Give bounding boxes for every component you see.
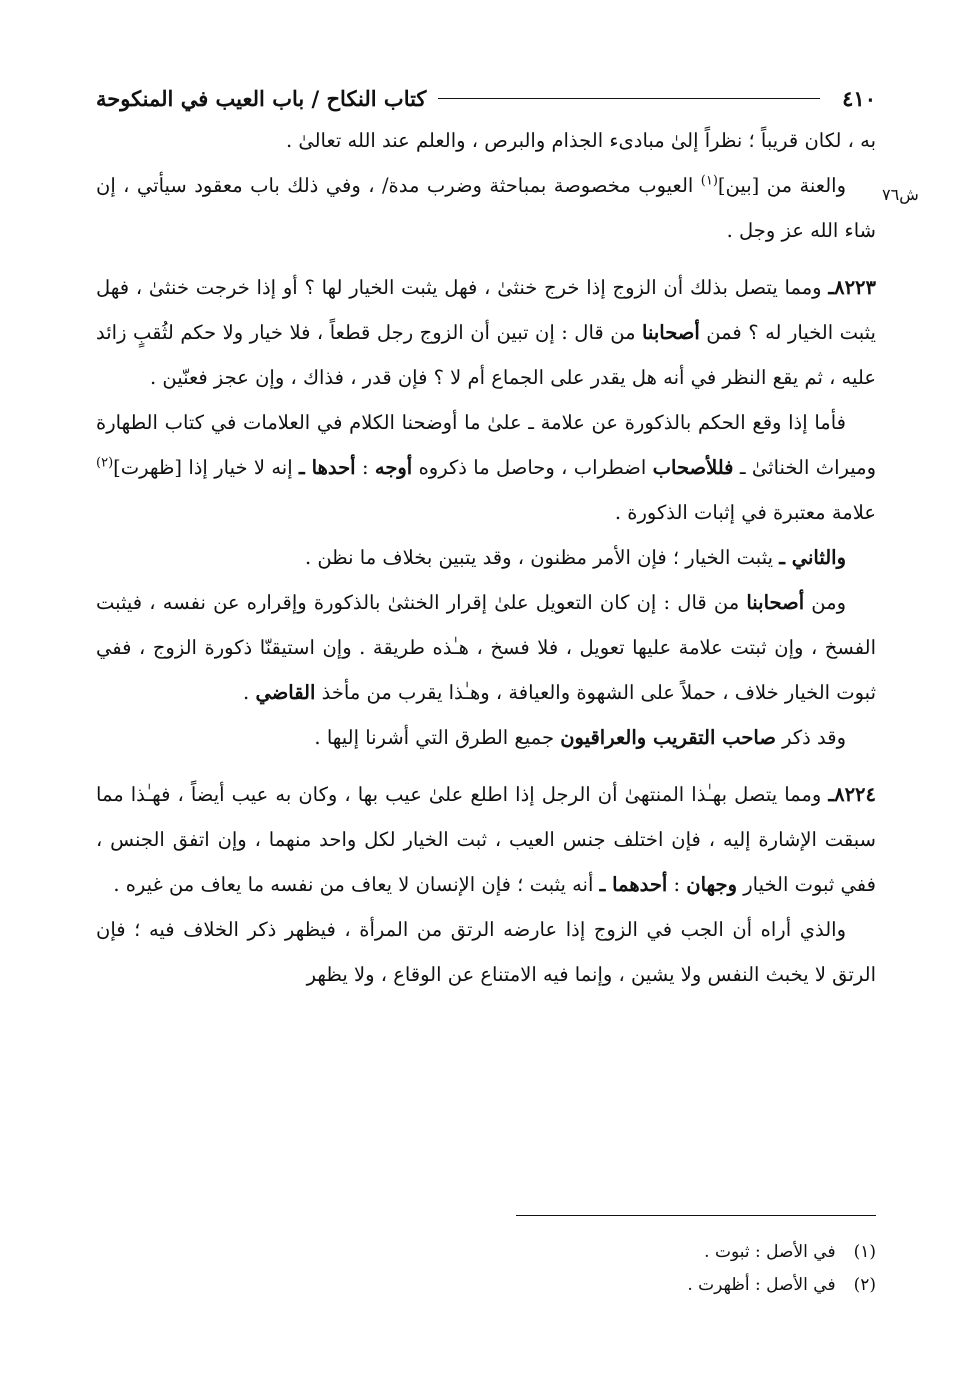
section-number: ٨٢٢٤ـ: [828, 783, 876, 806]
section-number: ٨٢٢٣ـ: [828, 276, 876, 299]
book-page: [96, 78, 876, 997]
running-title: كتاب النكاح / باب العيب في المنكوحة: [96, 85, 427, 111]
paragraph-signs: فأما إذا وقع الحكم بالذكورة عن علامة ـ علىٰ ما أوضحنا الكلام في العلامات في كتاب الطهارة وميراث الخناثىٰ ـ فللأصحاب اضطراب ، وحاصل ما ذكروه أوجه : أحدها ـ إنه لا خيار إذا [ظهرت]$^{(٢)}$ علامة معتبرة في إثبات الذكورة .: [96, 411, 877, 524]
paragraph-second-view: والثاني ـ يثبت الخيار ؛ فإن الأمر مظنون ، وقد يتبين بخلاف ما نظن .: [304, 546, 846, 569]
paragraph-continuation: به ، لكان قريباً ؛ نظراً إلىٰ مبادىء الجذام والبرص ، والعلم عند الله تعالىٰ .: [285, 129, 876, 152]
paragraph-companions: ومن أصحابنا من قال : إن كان التعويل علىٰ إقرار الخنثىٰ بالذكورة وإقراره عن نفسه ، فيثبت الفسخ ، وإن ثبتت علامة عليها تعويل ، فلا فسخ ، هـٰذه طريقة . وإن استيقنّا ذكورة الزوج ، ففي ثبوت الخيار خلاف ، حملاً على الشهوة والعيافة ، وهـٰذا يقرب من مأخذ القاضي .: [96, 591, 876, 704]
paragraph-opinion: والذي أراه أن الجب في الزوج إذا عارضه الرتق من المرأة ، فيظهر ذكر الخلاف فيه ؛ فإن الرتق لا يخبث النفس ولا يشين ، وإنما فيه الامتناع عن الوقاع ، ولا يظهر: [96, 918, 876, 986]
paragraph-8223: ٨٢٢٣ـ ومما يتصل بذلك أن الزوج إذا خرج خنثىٰ ، فهل يثبت الخيار لها ؟ أو إذا خرجت خنثىٰ ، فهل يثبت الخيار له ؟ فمن أصحابنا من قال : إن تبين أن الزوج رجل قطعاً ، فلا خيار ولا حكم لثُقبٍ زائد عليه ، ثم يقع النظر في أنه هل يقدر على الجماع أم لا ؟ فإن قدر ، فذاك ، وإن عجز فعنّين .: [96, 276, 876, 389]
paragraph-8224: ٨٢٢٤ـ ومما يتصل بهـٰذا المنتهىٰ أن الرجل إذا اطلع علىٰ عيب بها ، وكان به عيب أيضاً ، فهـٰذا مما سبقت الإشارة إليه ، فإن اختلف جنس العيب ، ثبت الخيار لكل واحد منهما ، وإن اتفق الجنس ، ففي ثبوت الخيار وجهان : أحدهما ـ أنه يثبت ؛ فإن الإنسان لا يعاف من نفسه ما يعاف من غيره .: [96, 783, 876, 896]
body-text: [96, 118, 876, 997]
footnote-1: (١)في الأصل : ثبوت .: [704, 1242, 876, 1262]
running-header: [96, 78, 876, 118]
paragraph-impotence: والعنة من [بين]$^{(١)}$ العيوب مخصوصة بمباحثة وضرب مدة/ ، وفي ذلك باب معقود سيأتي ، إن شاء الله عز وجل .: [96, 173, 876, 242]
header-rule: [438, 98, 820, 99]
footnotes: [687, 1236, 876, 1302]
footnote-separator: [516, 1215, 876, 1216]
paragraph-mentioned: وقد ذكر صاحب التقريب والعراقيون جميع الطرق التي أشرنا إليها .: [314, 726, 846, 749]
footnote-2: (٢)في الأصل : أظهرت .: [687, 1275, 876, 1295]
page-number: ٤١٠: [842, 85, 876, 111]
footnote-ref-2: (٢): [96, 455, 114, 471]
footnote-ref-1: (١): [700, 173, 718, 189]
margin-note: ش٧٦: [882, 185, 919, 204]
